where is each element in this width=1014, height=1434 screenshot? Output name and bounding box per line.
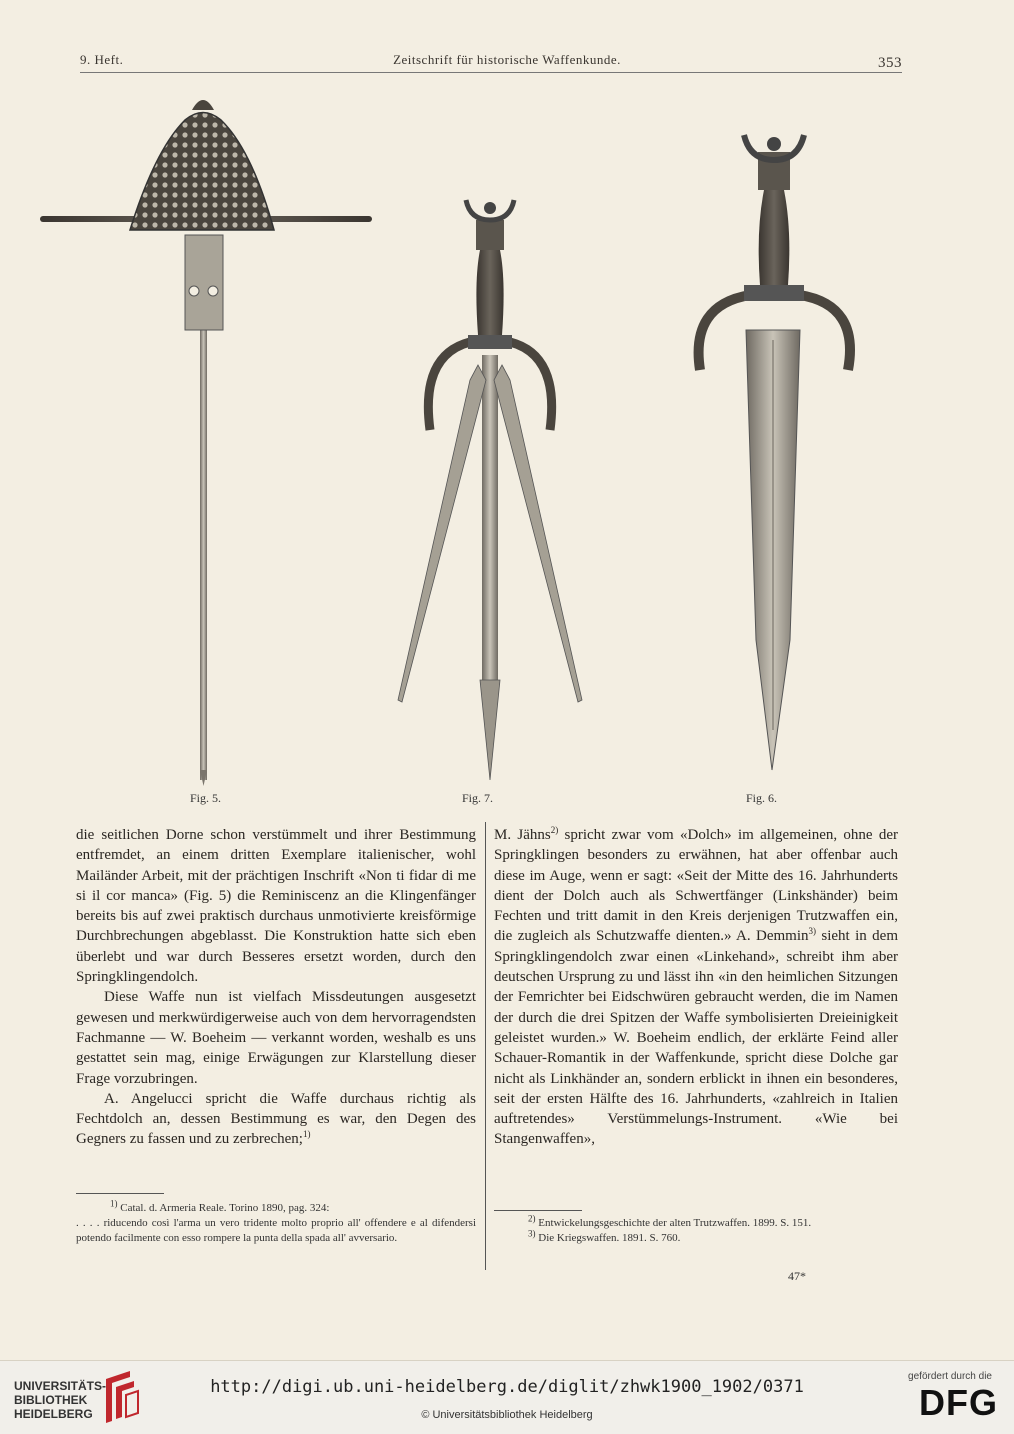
left-paragraph-3 [76, 1089, 476, 1150]
header-rule [80, 72, 902, 73]
journal-title: Zeitschrift für historische Waffenkunde. [393, 52, 621, 67]
footnote-3 [494, 1228, 898, 1246]
left-paragraph-1: die seitlichen Dorne schon verstümmelt und ihrer Bestimmung entfremdet, an einem dritten Exemplare italienischer, wohl Mailänder Arbeit, mit der prächtigen Inschrift «Non ti fidar di me si il cor manca» (Fig. 5) die Reminiscenz an die Klingenfänger bereits bis auf zwei praktisch durchaus unmotivierte kreisförmige Durchbrechungen abgeblasst. Die Konstruktion hatte sich eben überlebt und war durch Besseres ersetzt worden, durch den Springklingendolch. [76, 827, 476, 986]
weapons-illustration [0, 80, 1014, 790]
funding-note: gefördert durch die [908, 1371, 992, 1382]
footnote-rule-left [76, 1193, 164, 1194]
caption-fig6: Fig. 6. [746, 791, 778, 805]
fig5-dagger [40, 100, 372, 786]
right-paragraph-1 [494, 825, 898, 1150]
fig6-dagger [699, 135, 850, 770]
library-name-line1: UNIVERSITÄTS- [14, 1379, 107, 1393]
dfg-logo: DFG [919, 1382, 998, 1423]
column-divider [485, 822, 486, 1270]
page-number: 353 [878, 55, 902, 71]
right-column [494, 825, 898, 1150]
caption-fig5: Fig. 5. [190, 791, 222, 805]
right-text-a: M. Jähns [494, 827, 551, 843]
signature-mark: 47* [788, 1269, 806, 1283]
footnote-ref-2: 2) [550, 825, 559, 835]
caption-fig7: Fig. 7. [462, 791, 494, 805]
library-name-line3: HEIDELBERG [14, 1407, 93, 1421]
footnote-2-text: Entwickelungsgeschichte der alten Trutzwaffen. 1899. S. 151. [535, 1217, 812, 1229]
left-paragraph-2: Diese Waffe nun ist vielfach Missdeutungen ausgesetzt gewesen und merkwürdigerweise auch von dem hervorragendsten Fachmanne — W. Boeheim — verkannt worden, weshalb es uns gestattet sein mag, einige Erwägungen zur Klarstellung dieser Frage vorzubringen. [76, 989, 476, 1087]
issue-label: 9. Heft. [80, 52, 124, 67]
copyright-notice: © Universitätsbibliothek Heidelberg [421, 1409, 593, 1421]
footnote-2 [494, 1213, 898, 1231]
right-text-b: spricht zwar vom «Dolch» im allgemeinen, ohne der Springklingen besonders zu erwähnen, hat aber offenbar auch diese im Auge, wenn er sagt: «Seit der Mitte des 16. Jahrhunderts dient der Dolch auch als Schwertfänger (Linkshänder) beim Fechten und tritt damit in den Kreis derjenigen Trutzwaffen ein, die zugleich als Schutzwaffe dienten.» A. Demmin [494, 827, 899, 945]
fig7-dagger [398, 200, 582, 780]
footnote-rule-right [494, 1210, 582, 1211]
permalink-url[interactable]: http://digi.ub.uni-heidelberg.de/diglit/zhwk1900_1902/0371 [210, 1377, 804, 1397]
library-name-line2: BIBLIOTHEK [14, 1393, 88, 1407]
footnotes-right [494, 1213, 898, 1246]
left-column [76, 825, 476, 1150]
footnote-1-mark: 1) [110, 1198, 118, 1209]
right-text-c: sieht in dem Springklingendolch zwar einen «Linkehand», schreibt ihm aber deutschen Ursprung zu und lässt ihn «in den heimlichen Sitzungen der Femrichter bei Eidschwüren gebraucht werden, die im Namen der durch die drei Spitzen der Waffe symbolisierten Dreieinigkeit geleistet wurden.» W. Boeheim endlich, der erklärte Feind aller Schauer-Romantik in der Waffenkunde, spricht diese Dolche gar nicht als Linkhänder an, sondern erblickt in ihnen ein besonderes, seit der ersten Hälfte des 16. Jahrhunderts, «zahlreich in Italien auftretendes» Verstümmelungs-Instrument. «Wie bei Stangenwaffen», [494, 928, 898, 1148]
footnote-ref-1: 1) [302, 1129, 311, 1140]
footnote-3-mark: 3) [528, 1228, 536, 1239]
left-paragraph-3-text: A. Angelucci spricht die Waffe durchaus richtig als Fechtdolch an, dessen Bestimmung es war, den Degen des Gegners zu fassen und zu zerbrechen; [76, 1090, 476, 1148]
footnote-1-quote: . . . . riducendo così l'arma un vero tridente molto proprio all' offendere e al difendersi potendo facilmente con esso rompere la punta della spada all' avversario. [76, 1217, 476, 1244]
footnote-1 [76, 1198, 476, 1216]
footnote-3-text: Die Kriegswaffen. 1891. S. 760. [535, 1232, 681, 1244]
footnote-1-text: Catal. d. Armeria Reale. Torino 1890, pag. 324: [117, 1202, 330, 1214]
footnote-2-mark: 2) [528, 1213, 536, 1224]
footnotes-left [76, 1198, 476, 1246]
footer-bar [0, 1360, 1014, 1434]
footnote-ref-3: 3) [808, 926, 816, 937]
